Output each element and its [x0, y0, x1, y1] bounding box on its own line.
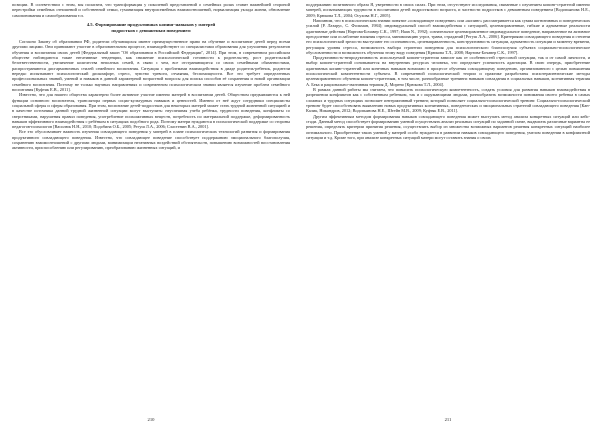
left-page-text	[12, 2, 290, 410]
right-page-text	[306, 2, 590, 410]
right-paragraph: Другим эффективным методом формирования навыков совладающего поведения может выступать метод анализа конкретных ситуаций или кейс-стади. Данный метод способствует формированию умений осуществлять анализ реальных ситуаций по заданной схеме, выдвигать различные варианты ее решения, определять критерии принятия решения, осуществлять выбор из множества возможных вариантов решения конкретных ситуаций наиболее оптимального. Приобретение таких умений у матерей особо нуждается в развитии навыков совладающего поведения, умелом поведении в конфликтной ситуации и т.д. Кроме того, при анализе конкретных ситуаций матери могут оставить знания о своих	[306, 113, 590, 140]
left-page-number: 210	[147, 417, 155, 422]
section-heading-line-2: подростков с девиантным поведением	[111, 27, 191, 33]
section-heading	[12, 22, 290, 33]
right-paragraph: Напомним, что в психологическом знании понятие «совладающее поведение» или «копинг» рассматривается как сумма когнитивных и поведенческих усилий [Р. Лазарус, С. Фолкман, 1984]; индивидуальный способ взаимодействия с ситуацией, целенаправленные, гибкие и адекватные реальности адаптивные действия [Нартова-Бочавер С.К., 1997; Haan N., 1992]; сознательное целенаправленное индивидуальное поведение, направленное на активное преодоление или ослабление влияния стресса, минимизацию угроз, травм, страданий [Регуш Л.А., 2006]. Критериями совладающего поведения и степени его психологической зрелости выступают его осознанность, целенаправленность, конструктивность ситуации, адекватность ситуации и моменту времени, регуляция уровня стресса, возможность выбора стратегии поведения для психологического благополучия субъекта социально-психологическое обусловленности и возможность обучения этому виду поведения [Крюкова Т.Л., 2008; Нартова-Бочавер С.К., 1997].	[306, 17, 590, 55]
section-heading-line-1: 4.5. Формирование продуктивных копинг-навыков у матерей	[86, 21, 216, 27]
left-top-paragraph: позиции. В соответствии с этим, мы полагаем, что трансформация у поколений представлений о семейных ролях ставит важнейшей стороной перестройки семейных отношений и собственной семьи, гуманизация внутрисемейных взаимоотношений, нормализация уклада жизни, обновление самопонимания и самообразования т.п.	[12, 2, 290, 18]
right-paragraph: поддержанию позитивного образа Я, уверенности в своих силах. При этом, отсутствуют исследования, связанные с изучением копинг-стратегий именно матерей, испытывающих трудности в воспитании детей подросткового возраста, и частности подростков с девиантным поведением [Водопьянова Н.Е., 2009; Крюкова Т.Л., 2004; Осухова Н.Г., 2005].	[306, 2, 590, 18]
left-paragraph: Все это обусловливает важность изучения совладающего поведения у матерей в плане психологических технологий развития и формирования продуктивного совладающего поведения. Известно, что совладающее поведение способствует поддержанию эмоционального благополучия, сохранению взаимоотношений с другими людьми, минимизации негативных воздействий обстоятельств, повышению возможностей восстановления активности, приспособлению или регулированию, преобразованию жизненных ситуаций, и	[12, 129, 290, 151]
right-paragraph: Продуктивность-непродуктивность используемой копинг-стратегии зависит как от особенностей стрессовой ситуации, так и от самой личности, и выбор копинг-стратегий основывается на внутренних ресурсах человека, что определяет успешность адаптации. В свою очередь, приобретение адаптивных копинг-стратегий или конечных навыков возможно в процессе обучения совладающему поведению, организованного с целью повышения психологической компетентности субъекта. В современной психологической теории и практике разработаны психотерапевтические методы целенаправленного обучения копинг-стратегиям, в том числе, разнообразные тренинги навыков совладания в социальных навыков, когнитивная терапия А. Бека и рационально-эмотивная терапия Д. Морено [Крюкова Т.Л., 2004].	[306, 55, 590, 87]
left-paragraph: Известно, что для нашего общества характерно более активное участие именно матерей в воспитании детей. Обществом предъявляются к ней функции основного воспитателя, транслятора первых социо-культурных навыков и ценностей. Именно от неё ждут сотрудники специалисты социальной сферы и сферы образования. При этом, воспитание детей-подростков для некоторых матерей может стать трудной жизненной ситуацией и в качестве источника данной трудной жизненной ситуации могут выступить: неуспешная учеба ребёнка, трудности поведения, конфликты со сверстниками, нарушения правил поведения, употребление психоактивных веществ, потребность по материальной поддержке, деформированность навыков эффективного взаимодействия с ребёнком в ситуациях подобного рода. Поэтому матери нуждаются в психологической поддержке со стороны педагогов-психологов [Василюк Н.Н., 2010; Подобина О.Б., 2005; Регуш Л.А., 2006; Сластенин В.А., 2001].	[12, 92, 290, 130]
left-page	[12, 0, 290, 424]
left-paragraph: Согласно Закону об образовании РФ, родители обучающихся имеют преимущественное право на обучение и воспитание детей перед всеми другими лицами. Они принимают участие в образовательном процессе, взаимодействуют со специалистами образования для улучшения результатов обучения и воспитания своих детей [Федеральный закон "Об образовании в Российской Федерации", 2014]. При этом, в современном российском обществе наблюдаются такие негативные тенденции, как снижение психологической готовности к родительству, рост родительской безответственности, увеличение количества неполных семей, в связи с чем, все отстраняющиеся со своих семейными обязанностями, распространяются дисгармоничных стилей семейного воспитания. Ситуация с проблемами взаимодействия в диаде родитель-ребенок, родители нередко испытывают психологический дискомфорт, стресс, чувство тревоги, отчаяния, беспомощности. Все это требует определенных профессиональных знаний, умений и навыков в данной характерной возрастной вопросы для поиска способов её сохранения и новой организации семейного воспитания. Поэтому не только научных направлениях и современном психологическом знании является изучение проблем семейного воспитания [Куфтяк Е.В., 2011].	[12, 39, 290, 92]
right-page	[306, 0, 590, 424]
right-paragraph: В рамках данной работы мы считаем, что повысить психологическую компетентность, создать условия для развития навыков взаимодействия в разрешении конфликтов как с собственным ребенком, так и с окружающими людьми, разнообразить возможности понимания своего ребенка в самых сложных и трудных ситуациях позволяет интерактивный тренинг, который позволяет социально-психологической тренинг. Социально-психологический тренинг будет способствовать выявлению новых продуктивных когнитивных, поведенческих и эмоциональных стратегий совладающего поведения [Кан-Калик, Никандров, 2012; Водопьянова Н.Е., Штейн М.В., 2009; Куфтяк Е.В., 2011].	[306, 87, 590, 114]
right-page-number: 211	[444, 417, 452, 422]
